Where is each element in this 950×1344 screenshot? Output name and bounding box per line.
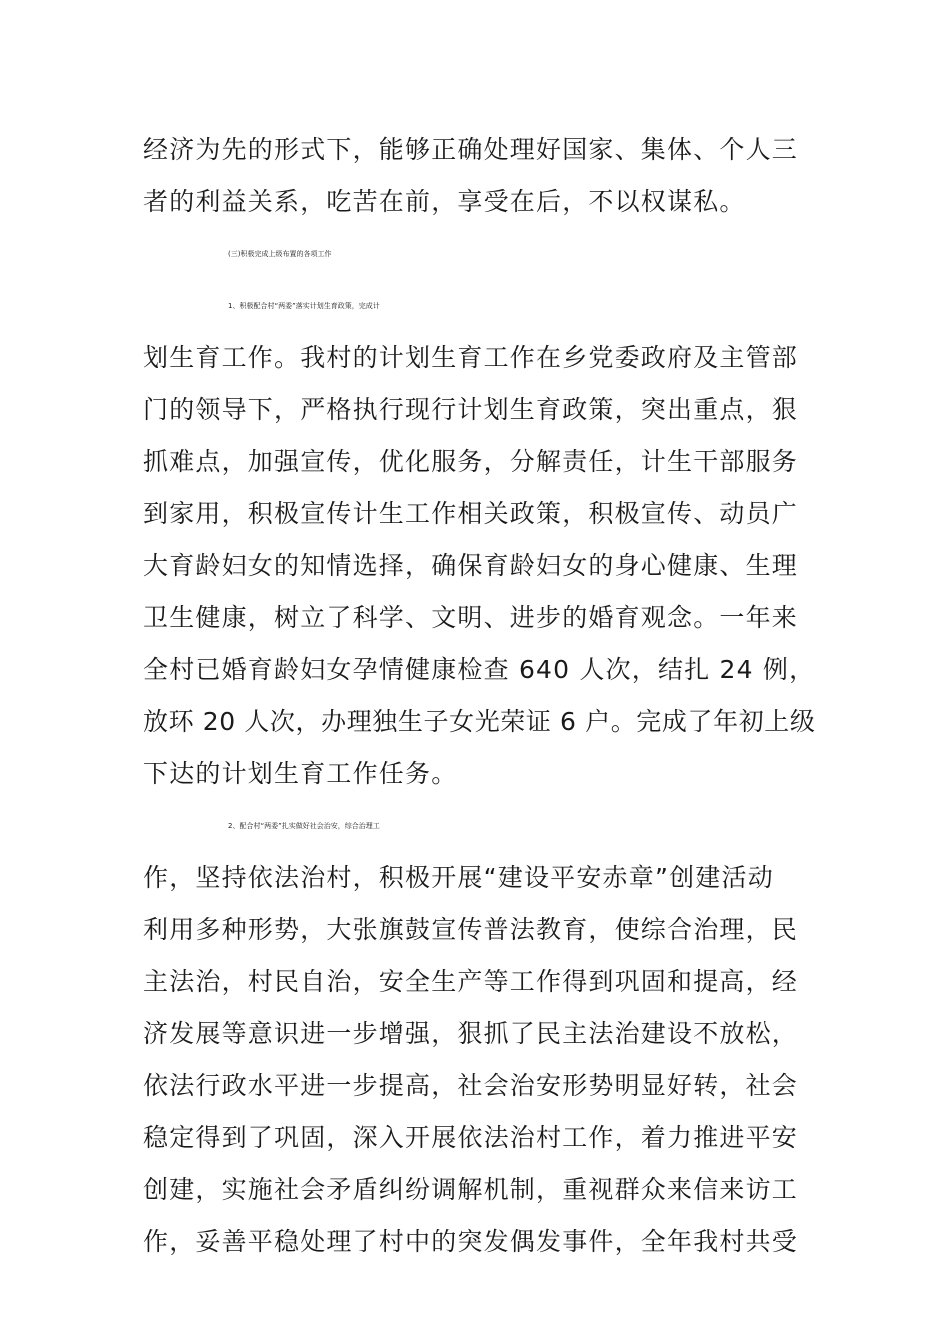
text-line: 抓难点，加强宣传，优化服务，分解责任，计生干部服务 [143,447,799,476]
text-line: 到家用，积极宣传计生工作相关政策，积极宣传、动员广 [143,499,799,528]
text-line: 大育龄妇女的知情选择，确保育龄妇女的身心健康、生理 [143,551,799,580]
paragraph-start: 1、积极配合村“两委”落实计划生育政策，完成计 [228,302,380,310]
text-line: 创建，实施社会矛盾纠纷调解机制，重视群众来信来访工 [143,1175,799,1204]
text-line: 门的领导下，严格执行现行计划生育政策，突出重点，狠 [143,395,799,424]
text-line: 划生育工作。我村的计划生育工作在乡党委政府及主管部 [143,343,799,372]
text-line: 下达的计划生育工作任务。 [143,759,458,788]
paragraph-start: 2、配合村“两委”扎实做好社会治安，综合治理工 [228,822,380,830]
text-line: 卫生健康，树立了科学、文明、进步的婚育观念。一年来 [143,603,799,632]
text-line: 稳定得到了巩固，深入开展依法治村工作，着力推进平安 [143,1123,799,1152]
text-line: 依法行政水平进一步提高，社会治安形势明显好转，社会 [143,1071,799,1100]
text-line: 经济为先的形式下，能够正确处理好国家、集体、个人三 [143,135,799,164]
text-line: 放环 20 人次，办理独生子女光荣证 6 户。完成了年初上级 [143,707,816,736]
text-line: 作，坚持依法治村，积极开展“建设平安赤章”创建活动 [143,863,774,892]
text-line: 济发展等意识进一步增强，狠抓了民主法治建设不放松， [143,1019,799,1048]
text-line: 利用多种形势，大张旗鼓宣传普法教育，使综合治理，民 [143,915,799,944]
text-line: 作，妥善平稳处理了村中的突发偶发事件，全年我村共受 [143,1227,799,1256]
text-line: 全村已婚育龄妇女孕情健康检查 640 人次，结扎 24 例， [143,655,816,684]
text-line: 主法治，村民自治，安全生产等工作得到巩固和提高，经 [143,967,799,996]
text-line: 者的利益关系，吃苦在前，享受在后，不以权谋私。 [143,187,746,216]
section-heading: (三)积极完成上级布置的各项工作 [228,250,332,258]
